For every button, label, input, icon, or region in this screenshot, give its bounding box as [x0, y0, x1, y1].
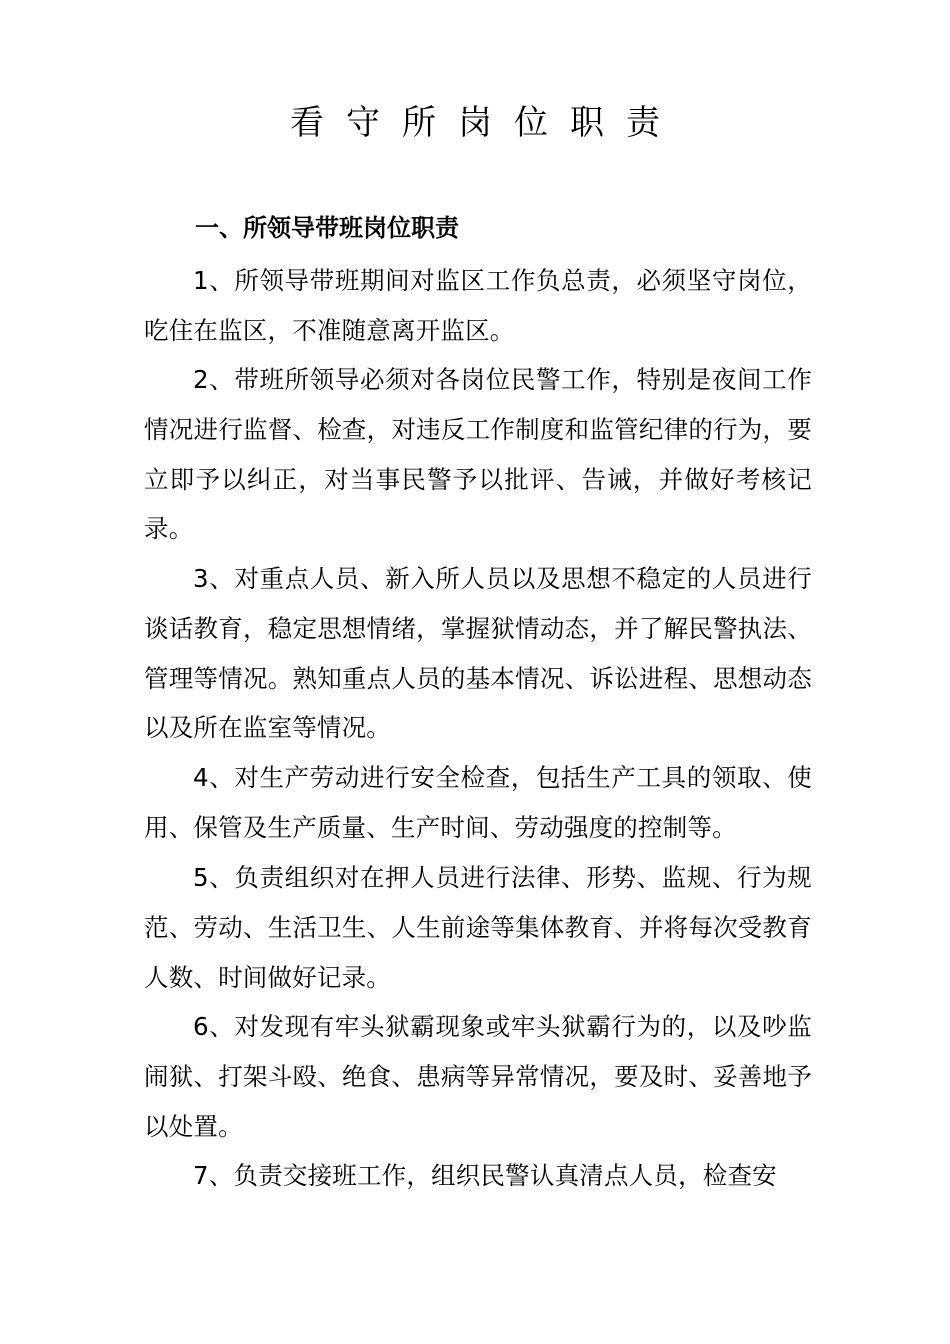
paragraph-4: 4、对生产劳动进行安全检查，包括生产工具的领取、使用、保管及生产质量、生产时间、劳动强度的控制等。: [144, 763, 812, 842]
document-title: 看守所岗位职责: [290, 103, 682, 143]
paragraph-1: 1、所领导带班期间对监区工作负总责，必须坚守岗位，吃住在监区，不准随意离开监区。: [144, 266, 812, 345]
paragraph-7: 7、负责交接班工作，组织民警认真清点人员，检查安: [193, 1161, 777, 1190]
section-heading: 一、所领导带班岗位职责: [195, 214, 459, 242]
paragraph-6: 6、对发现有牢头狱霸现象或牢头狱霸行为的，以及吵监闹狱、打架斗殴、绝食、患病等异常情况，要及时、妥善地予以处置。: [144, 1012, 812, 1141]
paragraph-5: 5、负责组织对在押人员进行法律、形势、监规、行为规范、劳动、生活卫生、人生前途等集体教育、并将每次受教育人数、时间做好记录。: [144, 863, 812, 992]
paragraph-2: 2、带班所领导必须对各岗位民警工作，特别是夜间工作情况进行监督、检查，对违反工作制度和监管纪律的行为，要立即予以纠正，对当事民警予以批评、告诫，并做好考核记录。: [144, 365, 812, 544]
paragraph-3: 3、对重点人员、新入所人员以及思想不稳定的人员进行谈话教育，稳定思想情绪，掌握狱情动态，并了解民警执法、管理等情况。熟知重点人员的基本情况、诉讼进程、思想动态以及所在监室等情况。: [144, 564, 812, 743]
